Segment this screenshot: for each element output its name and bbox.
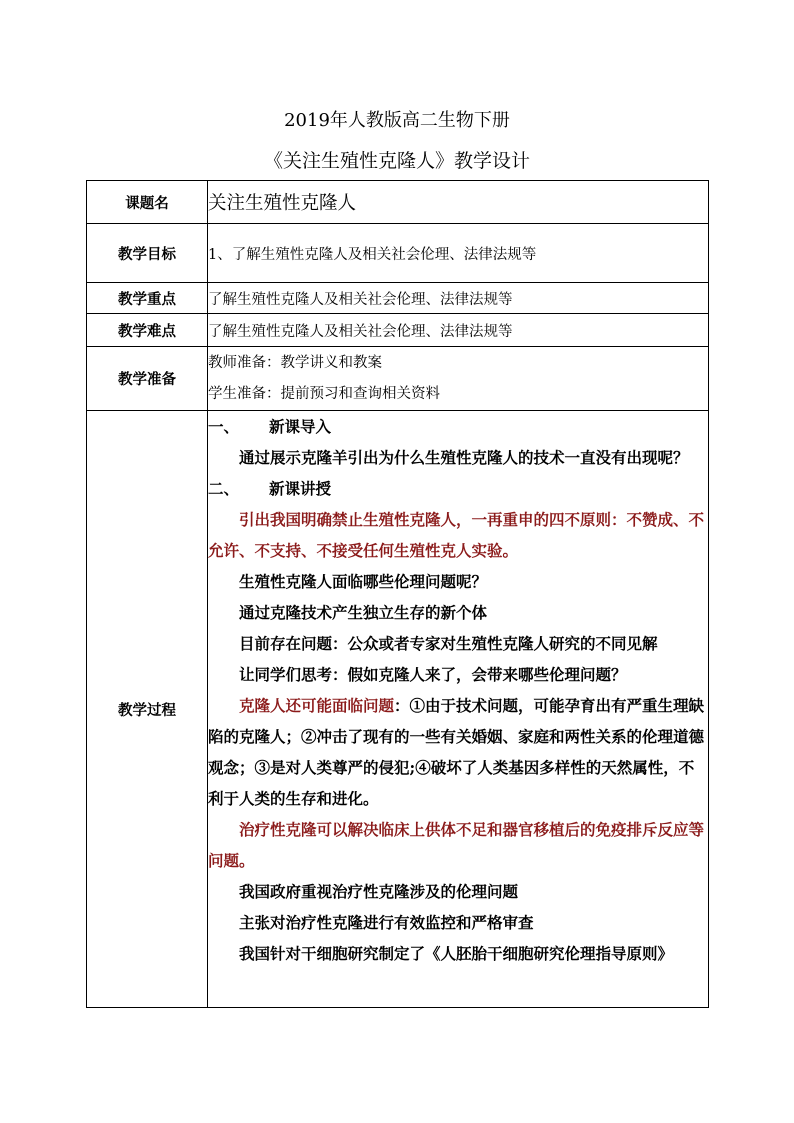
paragraph-stem-cell-guidelines: 我国针对干细胞研究制定了《人胚胎干细胞研究伦理指导原则》 bbox=[239, 944, 674, 963]
paragraph-supervision: 主张对治疗性克隆进行有效监控和严格审查 bbox=[239, 913, 534, 932]
paragraph-therapeutic-cloning: 治疗性克隆可以解决临床上供体不足和器官移植后的免疫排斥反应等问题。 bbox=[208, 820, 705, 870]
preparation-value bbox=[208, 347, 709, 411]
clone-problems-highlight: 克隆人还可能面临问题 bbox=[239, 696, 395, 715]
table-row-difficulties bbox=[87, 314, 709, 347]
paragraph-intro: 通过展示克隆羊引出为什么生殖性克隆人的技术一直没有出现呢？ bbox=[239, 448, 689, 467]
teacher-preparation: 教师准备：教学讲义和教案 bbox=[208, 354, 382, 371]
section-heading-2 bbox=[208, 473, 708, 504]
preparation-label: 教学准备 bbox=[87, 347, 208, 411]
table-row-process bbox=[87, 411, 709, 1008]
objectives-value: 1、了解生殖性克隆人及相关社会伦理、法律法规等 bbox=[208, 224, 709, 283]
key-points-label: 教学重点 bbox=[87, 283, 208, 314]
clone-problems-text: ：①由于技术问题，可能孕育出有严重生理缺陷的克隆人；②冲击了现有的一些有关婚姻、家庭和两性关系的伦理道德观念；③是对人类尊严的侵犯;④破坏了人类基因多样性的天然属性，不利于人类的生存和进化。 bbox=[208, 696, 705, 808]
process-content bbox=[208, 411, 709, 1008]
difficulties-label: 教学难点 bbox=[87, 314, 208, 347]
objectives-label: 教学目标 bbox=[87, 224, 208, 283]
table-row-key-points bbox=[87, 283, 709, 314]
key-points-value: 了解生殖性克隆人及相关社会伦理、法律法规等 bbox=[208, 283, 709, 314]
difficulties-value: 了解生殖性克隆人及相关社会伦理、法律法规等 bbox=[208, 314, 709, 347]
process-label: 教学过程 bbox=[87, 411, 208, 1008]
paragraph-current-issues: 目前存在问题：公众或者专家对生殖性克隆人研究的不同见解 bbox=[239, 634, 658, 653]
lesson-plan-table bbox=[86, 180, 709, 1008]
paragraph-clone-individual: 通过克隆技术产生独立生存的新个体 bbox=[239, 603, 488, 622]
document-title: 2019年人教版高二生物下册 bbox=[284, 110, 510, 131]
topic-value: 关注生殖性克隆人 bbox=[208, 181, 709, 224]
paragraph-four-no-principle: 引出我国明确禁止生殖性克隆人，一再重申的四不原则：不赞成、不允许、不支持、不接受任何生殖性克人实验。 bbox=[208, 510, 705, 560]
topic-label: 课题名 bbox=[87, 181, 208, 224]
section-number-1: 一、 bbox=[208, 417, 240, 436]
section-title-2: 新课讲授 bbox=[269, 479, 332, 498]
paragraph-ethics-question: 生殖性克隆人面临哪些伦理问题呢？ bbox=[239, 572, 488, 591]
table-row-objectives bbox=[87, 224, 709, 283]
section-title-1: 新课导入 bbox=[269, 417, 332, 436]
paragraph-clone-problems bbox=[208, 690, 708, 814]
table-row-preparation bbox=[87, 347, 709, 411]
paragraph-government-attention: 我国政府重视治疗性克隆涉及的伦理问题 bbox=[239, 882, 519, 901]
document-subtitle: 《关注生殖性克隆人》教学设计 bbox=[263, 150, 530, 172]
student-preparation: 学生准备：提前预习和查询相关资料 bbox=[208, 385, 440, 402]
table-row-topic bbox=[87, 181, 709, 224]
section-heading-1 bbox=[208, 411, 708, 442]
section-number-2: 二、 bbox=[208, 479, 240, 498]
paragraph-student-thinking: 让同学们思考：假如克隆人来了，会带来哪些伦理问题？ bbox=[239, 665, 627, 684]
